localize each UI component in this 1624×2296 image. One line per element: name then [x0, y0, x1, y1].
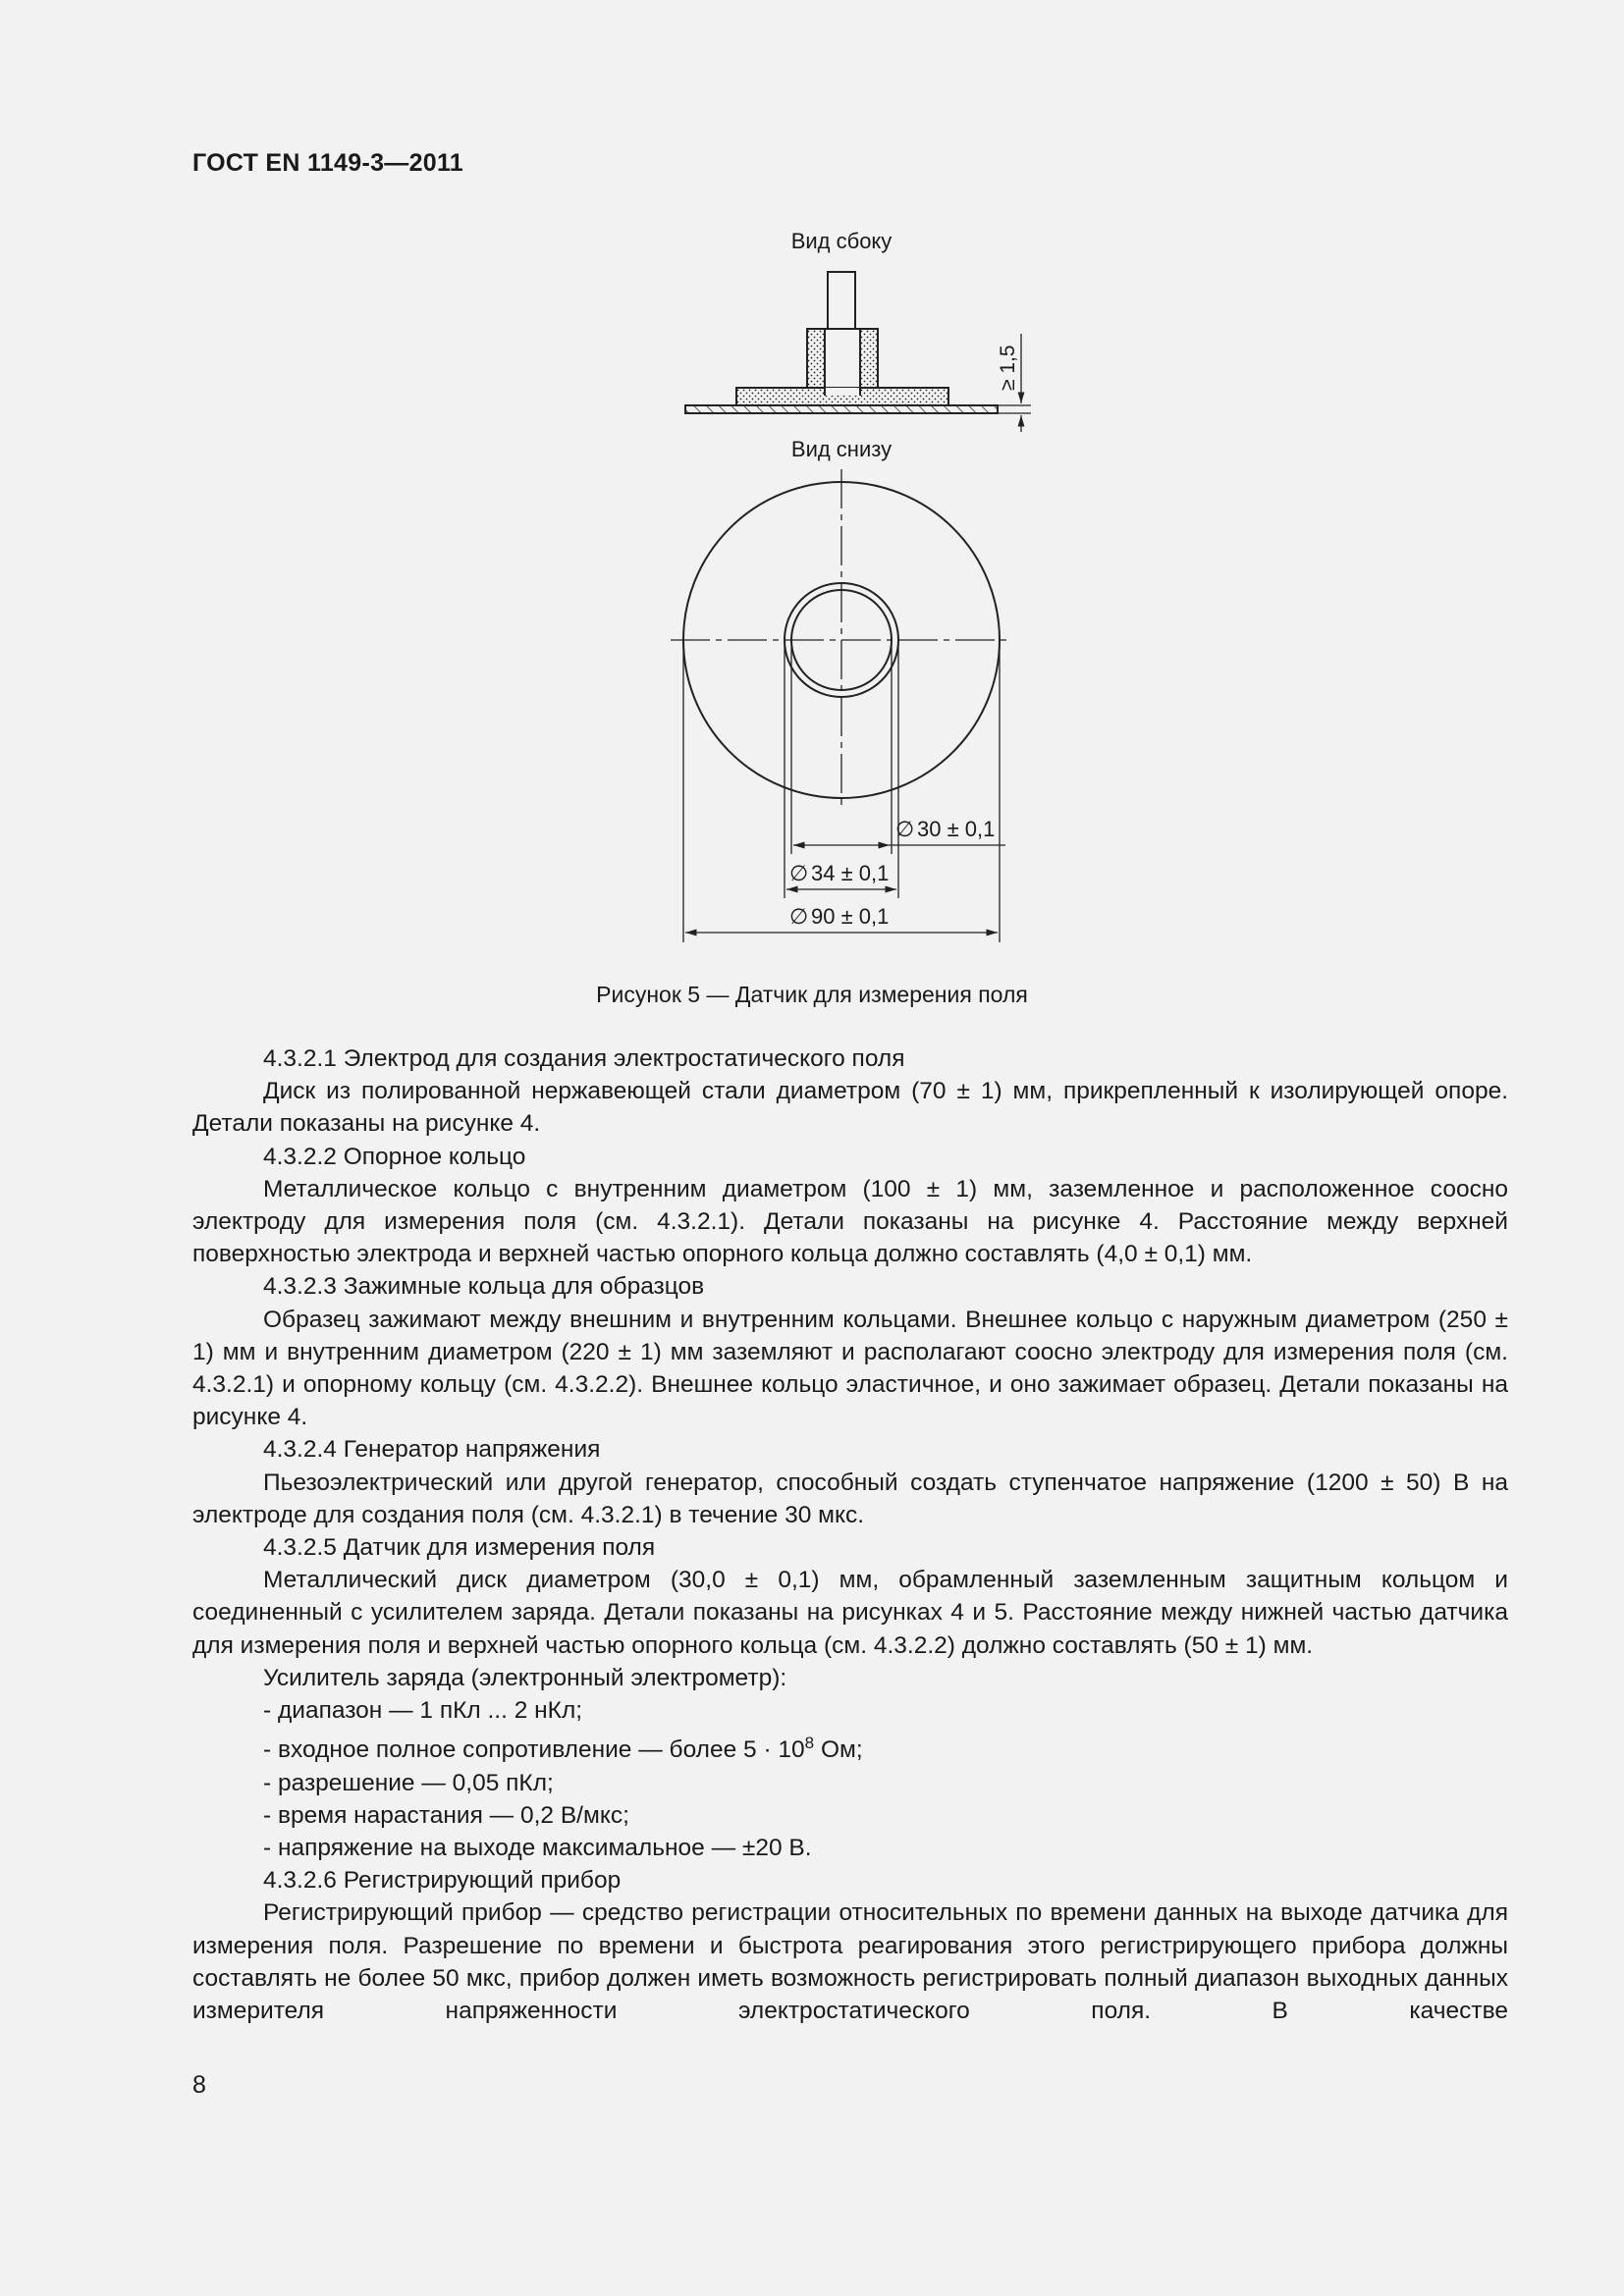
- diameter-symbol: ∅: [895, 817, 915, 841]
- superscript-exponent: 8: [804, 1734, 815, 1753]
- diameter-90-label: 90 ± 0,1: [811, 904, 890, 929]
- list-item: - разрешение — 0,05 пКл;: [263, 1769, 554, 1796]
- section-heading-4-3-2-6: 4.3.2.6 Регистрирующий прибор: [263, 1867, 622, 1895]
- side-view-drawing: [685, 272, 1031, 432]
- body-text: [192, 1042, 1508, 2027]
- section-heading-4-3-2-4: 4.3.2.4 Генератор напряжения: [263, 1436, 601, 1464]
- diameter-30-label: 30 ± 0,1: [917, 817, 996, 841]
- document-header: ГОСТ EN 1149-3—2011: [192, 149, 464, 177]
- diameter-symbol: ∅: [789, 861, 809, 885]
- list-item: - диапазон — 1 пКл ... 2 нКл;: [263, 1697, 583, 1725]
- list-item: [192, 1727, 1508, 1766]
- section-heading-4-3-2-3: 4.3.2.3 Зажимные кольца для образцов: [263, 1273, 705, 1301]
- diameter-34-dimension: [789, 861, 889, 885]
- paragraph: Металлическое кольцо с внутренним диаметром (100 ± 1) мм, заземленное и расположенное соосно электроду для измерения поля (см. 4.3.2.1). Детали показаны на рисунке 4. Расстояние между верхней поверхностью электрода и верхней частью опорного кольца должно составлять (4,0 ± 0,1) мм.: [192, 1175, 1508, 1268]
- diameter-symbol: ∅: [789, 904, 809, 929]
- page-number: 8: [192, 2071, 206, 2099]
- paragraph: Пьезоэлектрический или другой генератор, способный создать ступенчатое напряжение (1200 ± 50) В на электроде для создания поля (см. 4.3.2.1) в течение 30 мкс.: [192, 1468, 1508, 1528]
- diameter-30-dimension: [895, 817, 995, 841]
- bottom-view-label: Вид снизу: [790, 437, 893, 461]
- figure-5-sensor-drawing: [0, 0, 1624, 1080]
- list-item: - время нарастания — 0,2 В/мкс;: [263, 1801, 629, 1829]
- list-item-text-end: Ом;: [814, 1736, 863, 1764]
- paragraph: Металлический диск диаметром (30,0 ± 0,1) мм, обрамленный заземленным защитным кольцом и соединенный с усилителем заряда. Детали показаны на рисунках 4 и 5. Расстояние между нижней частью датчика для измерения поля и верхней частью опорного кольца (см. 4.3.2.2) должно составлять (50 ± 1) мм.: [192, 1567, 1508, 1659]
- figure-caption: Рисунок 5 — Датчик для измерения поля: [596, 982, 1028, 1007]
- list-intro: Усилитель заряда (электронный электрометр):: [263, 1664, 787, 1691]
- side-view-label: Вид сбоку: [790, 229, 893, 253]
- list-item-text: - входное полное сопротивление — более 5 · 10: [263, 1736, 805, 1764]
- paragraph: Диск из полированной нержавеющей стали диаметром (70 ± 1) мм, прикрепленный к изолирующей опоре. Детали показаны на рисунке 4.: [192, 1078, 1508, 1138]
- section-heading-4-3-2-5: 4.3.2.5 Датчик для измерения поля: [263, 1534, 656, 1562]
- paragraph: Образец зажимают между внешним и внутренним кольцами. Внешнее кольцо с наружным диаметром (250 ± 1) мм и внутренним диаметром (220 ± 1) мм заземляют и располагают соосно электроду для измерения поля (см. 4.3.2.1) и опорному кольцу (см. 4.3.2.2). Внешнее кольцо эластичное, и оно зажимает образец. Детали показаны на рисунке 4.: [192, 1306, 1508, 1431]
- section-heading-4-3-2-1: 4.3.2.1 Электрод для создания электростатического поля: [263, 1045, 905, 1072]
- diameter-34-label: 34 ± 0,1: [811, 861, 890, 885]
- diameter-90-dimension: [789, 904, 889, 929]
- list-item: - напряжение на выходе максимальное — ±20 В.: [263, 1835, 812, 1862]
- section-heading-4-3-2-2: 4.3.2.2 Опорное кольцо: [263, 1143, 526, 1170]
- height-dimension-label: ≥ 1,5: [997, 345, 1019, 391]
- paragraph: Регистрирующий прибор — средство регистрации относительных по времени данных на выходе датчика для измерения поля. Разрешение по времени и быстрота реагирования этого регистрирующего прибора должны составлять не более 50 мкс, прибор должен иметь возможность регистрировать полный диапазон выходных данных измерителя напряженности электростатического поля. В качестве: [192, 1899, 1508, 2025]
